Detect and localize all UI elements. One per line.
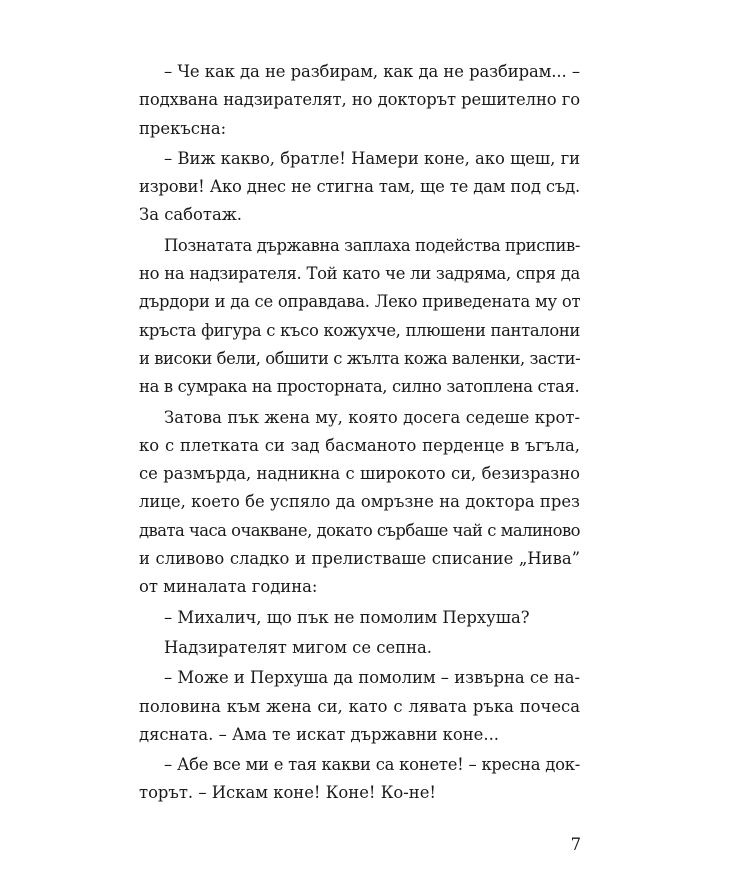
text-line: двата часа очакване, докато сърбаше чай с малиново — [139, 520, 580, 540]
page-body-text — [139, 58, 580, 810]
paragraph — [139, 145, 580, 230]
text-line: За саботаж. — [139, 205, 243, 225]
text-line: – Може и Перхуша да помолим – извърна се на- — [164, 668, 580, 688]
text-line: подхвана надзирателят, но докторът решително го — [139, 90, 580, 110]
text-line: на в сумрака на просторната, силно затоплена стая. — [139, 377, 580, 397]
paragraph — [139, 634, 580, 662]
paragraph — [139, 232, 580, 402]
paragraph — [139, 404, 580, 602]
text-line: кръста фигура с късо кожухче, плюшени панталони — [139, 320, 580, 340]
text-line: – Виж какво, братле! Намери коне, ако щеш, ги — [164, 148, 580, 168]
text-line: от миналата година: — [139, 577, 318, 597]
page-number: 7 — [570, 835, 581, 854]
text-line: Надзирателят мигом се сепна. — [164, 637, 432, 657]
text-line: – Абе все ми е тая какви са конете! – кресна док- — [164, 755, 580, 775]
text-line: торът. – Искам коне! Коне! Ко-не! — [139, 783, 437, 803]
text-line: прекъсна: — [139, 118, 227, 138]
text-line: – Михалич, що пък не помолим Перхуша? — [164, 607, 530, 627]
text-line: лице, което бе успяло да омръзне на доктора през — [139, 492, 580, 512]
text-line: но на надзирателя. Той като че ли задряма, спря да — [139, 264, 580, 284]
text-line: изрови! Ако днес не стигна там, ще те дам под съд. — [139, 177, 580, 197]
text-line: и високи бели, обшити с жълта кожа валенки, засти- — [139, 348, 581, 368]
text-line: – Че как да не разбирам, как да не разбирам... – — [164, 62, 580, 81]
paragraph — [139, 751, 580, 808]
text-line: се размърда, надникна с широкото си, безизразно — [139, 464, 580, 484]
paragraph — [139, 664, 580, 749]
text-line: Познатата държавна заплаха подейства приспив- — [164, 235, 580, 255]
text-line: дърдори и да се оправдава. Леко приведената му от — [139, 292, 581, 312]
paragraph — [139, 58, 580, 143]
text-line: дясната. – Ама те искат държавни коне... — [139, 724, 500, 744]
text-line: ко с плетката си зад басманото перденце в ъгъла, — [139, 435, 580, 455]
text-line: половина към жена си, като с лявата ръка почеса — [139, 696, 580, 716]
text-line: Затова пък жена му, която досега седеше крот- — [164, 407, 580, 427]
paragraph — [139, 604, 580, 632]
text-line: и сливово сладко и прелистваше списание „Нива” — [139, 549, 580, 569]
